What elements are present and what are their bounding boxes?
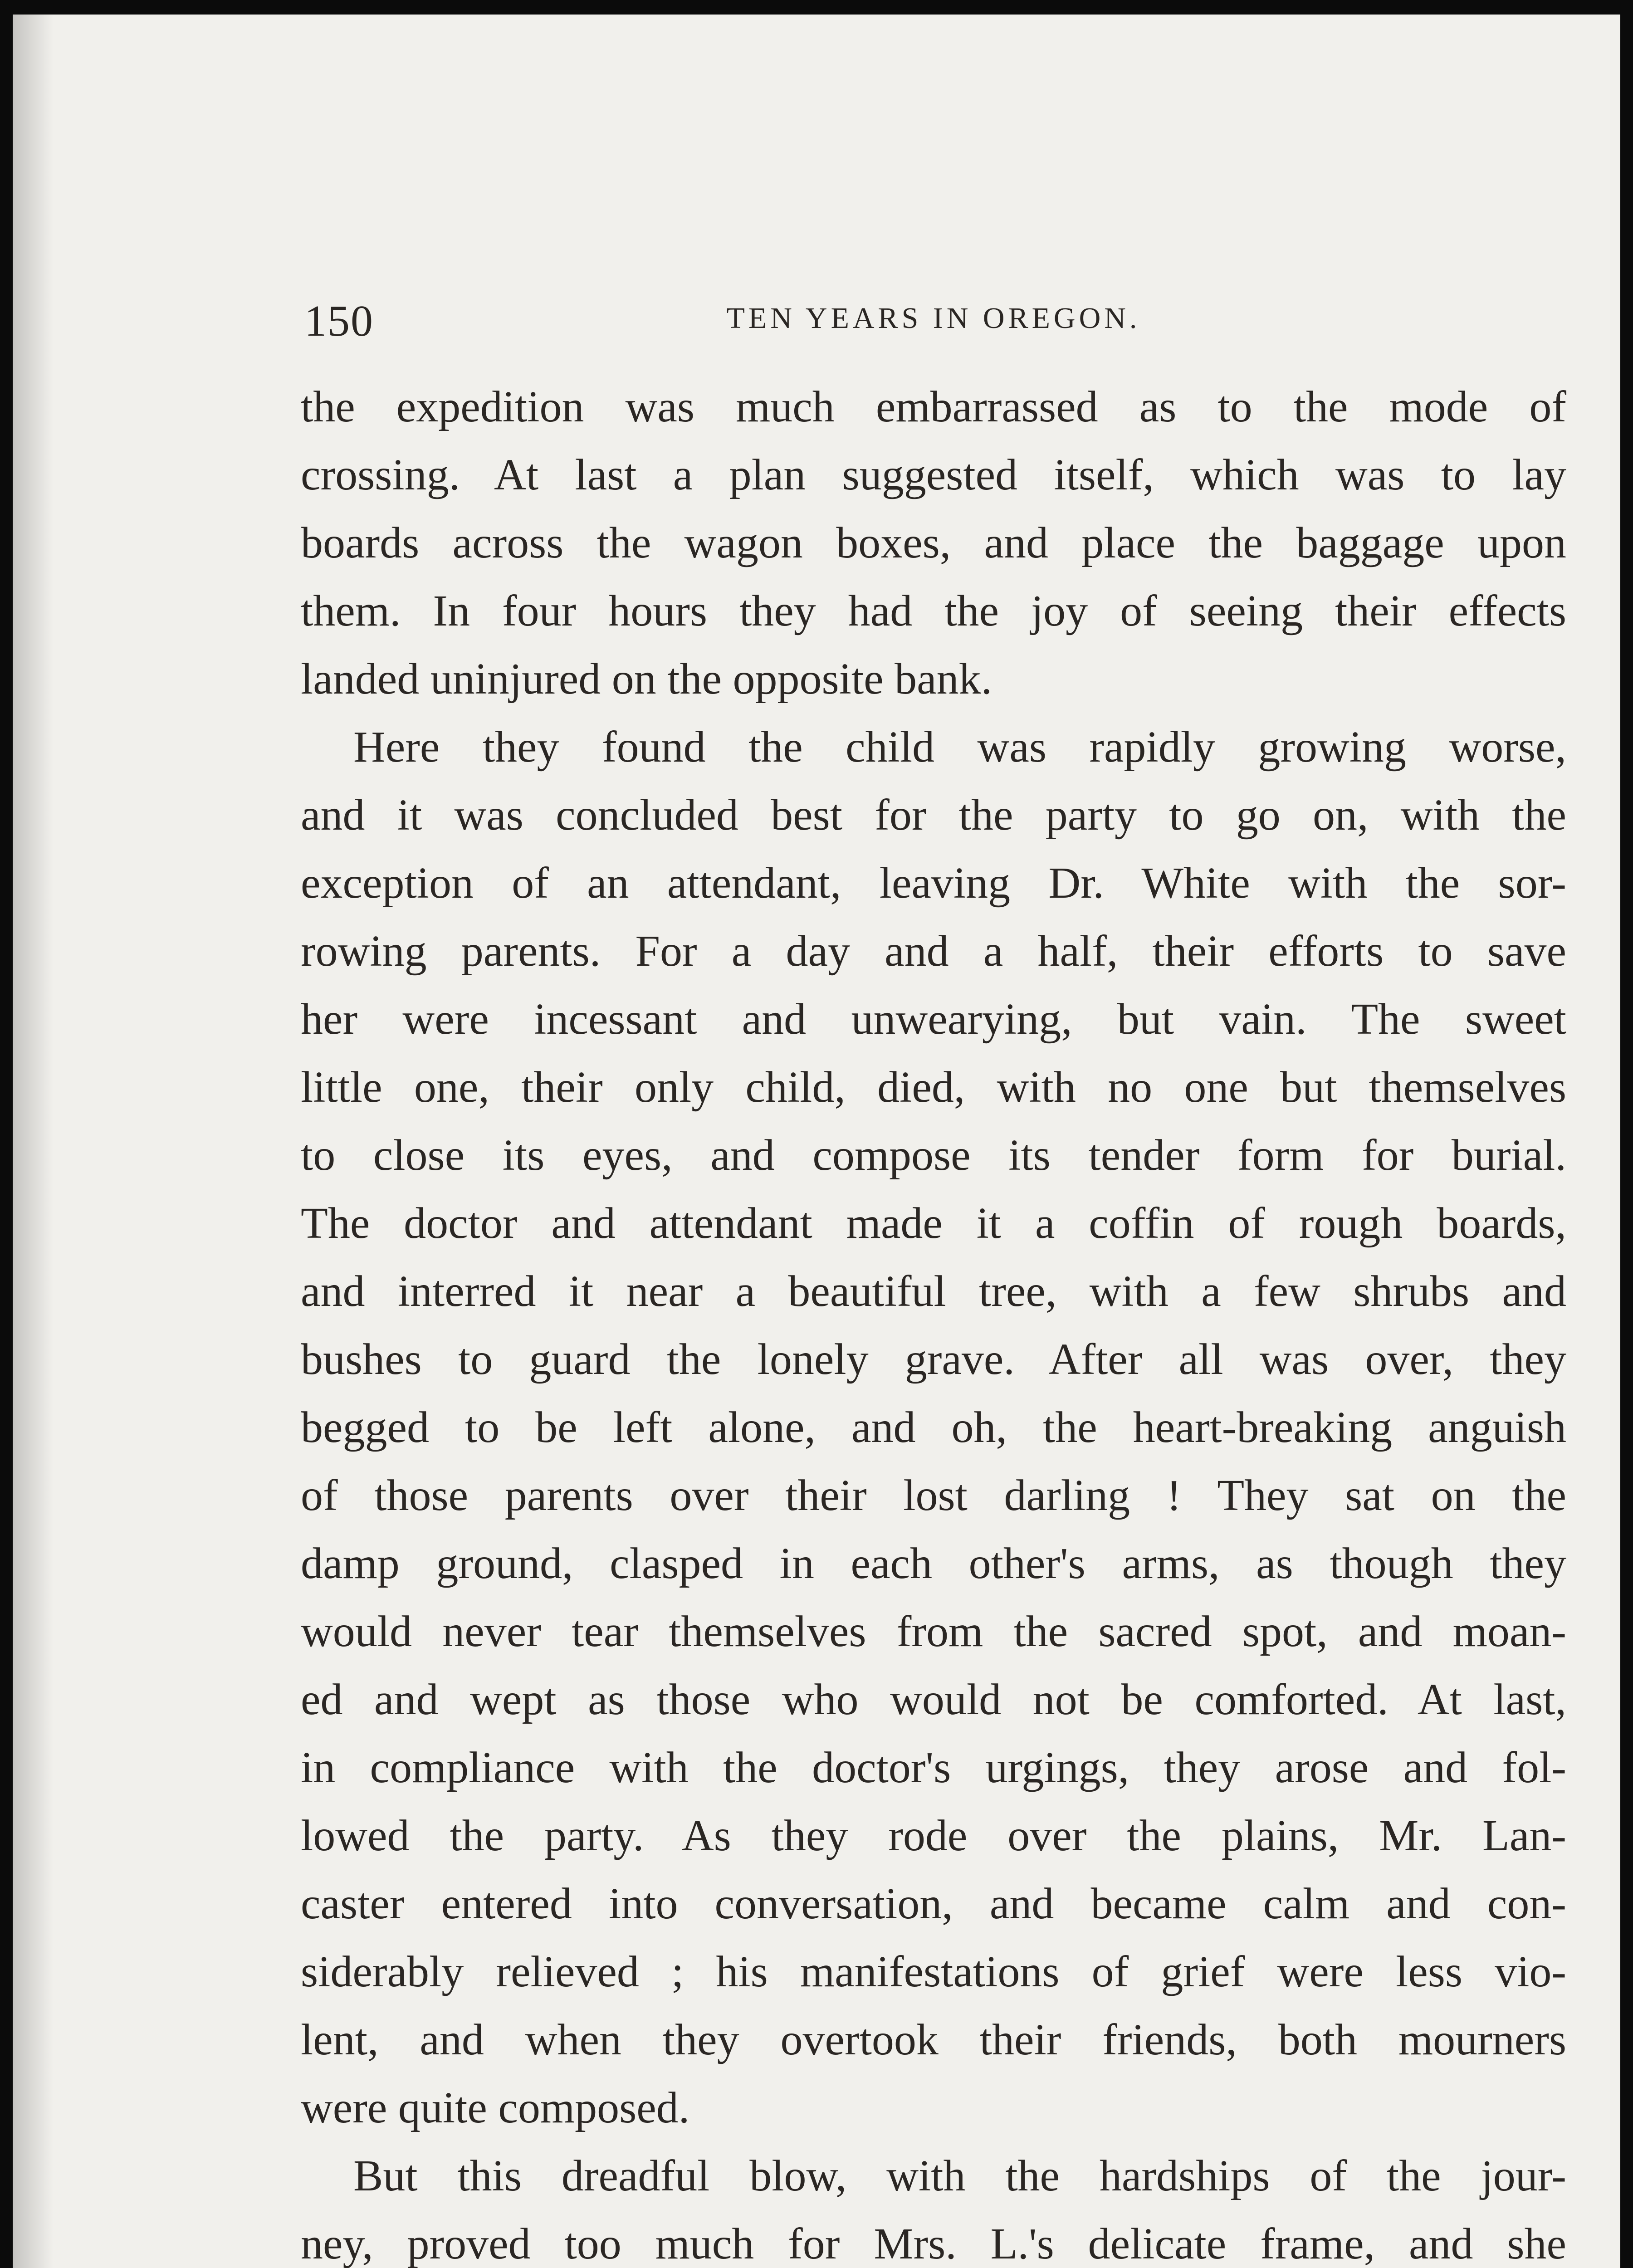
text-line: Here they found the child was rapidly growing worse, <box>353 723 1566 772</box>
book-page <box>13 15 1620 2268</box>
text-line: her were incessant and unwearying, but vain. The sweet <box>301 995 1566 1044</box>
text-line: them. In four hours they had the joy of seeing their effects <box>301 587 1566 635</box>
text-line: caster entered into conversation, and became calm and con- <box>301 1879 1566 1928</box>
text-line: siderably relieved ; his manifestations of grief were less vio- <box>301 1947 1566 1996</box>
running-head <box>301 269 1566 373</box>
text-line: rowing parents. For a day and a half, their efforts to save <box>301 927 1566 976</box>
text-line: The doctor and attendant made it a coffin of rough boards, <box>301 1199 1566 1248</box>
text-line: But this dreadful blow, with the hardships of the jour- <box>353 2151 1566 2200</box>
paragraph-2 <box>301 713 1566 2142</box>
text-line: damp ground, clasped in each other's arms, as though they <box>301 1539 1566 1588</box>
text-line: lent, and when they overtook their friends, both mourners <box>301 2015 1566 2064</box>
text-line: would never tear themselves from the sacred spot, and moan- <box>301 1607 1566 1656</box>
text-line: the expedition was much embarrassed as to the mode of <box>301 382 1566 431</box>
text-line: crossing. At last a plan suggested itself, which was to lay <box>301 450 1566 499</box>
text-line: exception of an attendant, leaving Dr. White with the sor- <box>301 859 1566 908</box>
running-title: TEN YEARS IN OREGON. <box>726 302 1141 335</box>
text-line: in compliance with the doctor's urgings, they arose and fol- <box>301 1743 1566 1792</box>
text-line: boards across the wagon boxes, and place the baggage upon <box>301 518 1566 567</box>
text-line: little one, their only child, died, with no one but themselves <box>301 1063 1566 1112</box>
text-line: lowed the party. As they rode over the plains, Mr. Lan- <box>301 1811 1566 1860</box>
text-line: ney, proved too much for Mrs. L.'s delicate frame, and she <box>301 2219 1566 2268</box>
page-content <box>301 269 1566 2268</box>
text-line: and it was concluded best for the party to go on, with the <box>301 791 1566 840</box>
text-line: to close its eyes, and compose its tender form for burial. <box>301 1131 1566 1180</box>
text-line: landed uninjured on the opposite bank. <box>301 655 993 704</box>
paragraph-3 <box>301 2142 1566 2268</box>
text-line: of those parents over their lost darling ! They sat on the <box>301 1471 1566 1520</box>
paragraph-1 <box>301 373 1566 713</box>
gutter-shadow <box>13 15 54 2268</box>
page-number: 150 <box>304 297 374 346</box>
text-line: and interred it near a beautiful tree, with a few shrubs and <box>301 1267 1566 1316</box>
text-line: begged to be left alone, and oh, the heart-breaking anguish <box>301 1403 1566 1452</box>
text-line: were quite composed. <box>301 2083 690 2132</box>
text-line: ed and wept as those who would not be comforted. At last, <box>301 1675 1566 1724</box>
text-line: bushes to guard the lonely grave. After all was over, they <box>301 1335 1566 1384</box>
